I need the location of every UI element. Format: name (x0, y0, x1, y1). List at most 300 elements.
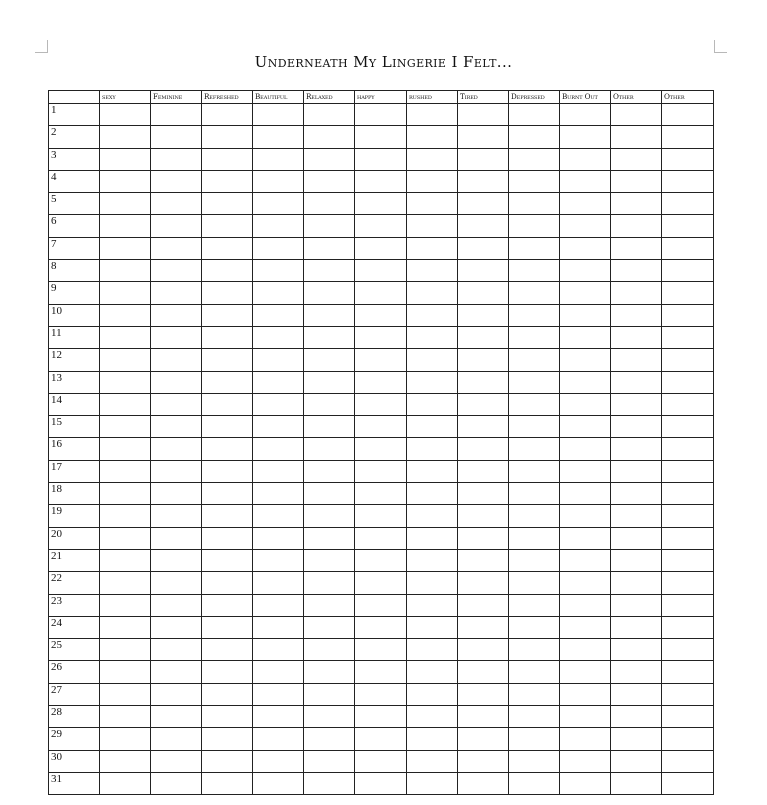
entry-cell[interactable] (304, 616, 355, 638)
entry-cell[interactable] (151, 304, 202, 326)
entry-cell[interactable] (100, 750, 151, 772)
entry-cell[interactable] (355, 148, 407, 170)
entry-cell[interactable] (202, 148, 253, 170)
entry-cell[interactable] (662, 193, 714, 215)
entry-cell[interactable] (202, 416, 253, 438)
entry-cell[interactable] (100, 772, 151, 794)
entry-cell[interactable] (151, 683, 202, 705)
entry-cell[interactable] (560, 527, 611, 549)
entry-cell[interactable] (253, 237, 304, 259)
entry-cell[interactable] (611, 193, 662, 215)
entry-cell[interactable] (355, 416, 407, 438)
entry-cell[interactable] (253, 527, 304, 549)
entry-cell[interactable] (202, 483, 253, 505)
entry-cell[interactable] (304, 215, 355, 237)
entry-cell[interactable] (100, 349, 151, 371)
entry-cell[interactable] (458, 304, 509, 326)
entry-cell[interactable] (151, 549, 202, 571)
entry-cell[interactable] (509, 728, 560, 750)
entry-cell[interactable] (611, 706, 662, 728)
entry-cell[interactable] (355, 349, 407, 371)
entry-cell[interactable] (253, 170, 304, 192)
entry-cell[interactable] (355, 661, 407, 683)
entry-cell[interactable] (407, 104, 458, 126)
entry-cell[interactable] (355, 393, 407, 415)
entry-cell[interactable] (355, 170, 407, 192)
entry-cell[interactable] (304, 148, 355, 170)
entry-cell[interactable] (151, 326, 202, 348)
entry-cell[interactable] (611, 126, 662, 148)
entry-cell[interactable] (202, 594, 253, 616)
entry-cell[interactable] (253, 661, 304, 683)
entry-cell[interactable] (355, 616, 407, 638)
entry-cell[interactable] (509, 706, 560, 728)
entry-cell[interactable] (202, 549, 253, 571)
entry-cell[interactable] (202, 438, 253, 460)
entry-cell[interactable] (509, 349, 560, 371)
entry-cell[interactable] (458, 349, 509, 371)
entry-cell[interactable] (560, 483, 611, 505)
entry-cell[interactable] (100, 683, 151, 705)
entry-cell[interactable] (458, 728, 509, 750)
entry-cell[interactable] (611, 326, 662, 348)
entry-cell[interactable] (662, 616, 714, 638)
entry-cell[interactable] (407, 706, 458, 728)
entry-cell[interactable] (407, 750, 458, 772)
entry-cell[interactable] (662, 683, 714, 705)
entry-cell[interactable] (151, 594, 202, 616)
entry-cell[interactable] (202, 639, 253, 661)
entry-cell[interactable] (202, 616, 253, 638)
entry-cell[interactable] (100, 104, 151, 126)
entry-cell[interactable] (100, 126, 151, 148)
entry-cell[interactable] (253, 282, 304, 304)
entry-cell[interactable] (611, 616, 662, 638)
entry-cell[interactable] (611, 282, 662, 304)
entry-cell[interactable] (202, 683, 253, 705)
entry-cell[interactable] (560, 371, 611, 393)
entry-cell[interactable] (100, 483, 151, 505)
entry-cell[interactable] (304, 416, 355, 438)
entry-cell[interactable] (458, 594, 509, 616)
entry-cell[interactable] (304, 683, 355, 705)
entry-cell[interactable] (355, 304, 407, 326)
entry-cell[interactable] (304, 282, 355, 304)
entry-cell[interactable] (253, 483, 304, 505)
entry-cell[interactable] (458, 170, 509, 192)
entry-cell[interactable] (202, 371, 253, 393)
entry-cell[interactable] (611, 772, 662, 794)
entry-cell[interactable] (509, 594, 560, 616)
entry-cell[interactable] (611, 371, 662, 393)
entry-cell[interactable] (304, 639, 355, 661)
entry-cell[interactable] (509, 750, 560, 772)
entry-cell[interactable] (407, 527, 458, 549)
entry-cell[interactable] (151, 505, 202, 527)
entry-cell[interactable] (355, 215, 407, 237)
entry-cell[interactable] (355, 594, 407, 616)
entry-cell[interactable] (662, 349, 714, 371)
entry-cell[interactable] (407, 549, 458, 571)
entry-cell[interactable] (355, 572, 407, 594)
entry-cell[interactable] (509, 416, 560, 438)
entry-cell[interactable] (253, 349, 304, 371)
entry-cell[interactable] (560, 326, 611, 348)
entry-cell[interactable] (560, 683, 611, 705)
entry-cell[interactable] (100, 304, 151, 326)
entry-cell[interactable] (100, 728, 151, 750)
entry-cell[interactable] (151, 148, 202, 170)
entry-cell[interactable] (611, 104, 662, 126)
entry-cell[interactable] (458, 371, 509, 393)
entry-cell[interactable] (458, 706, 509, 728)
entry-cell[interactable] (458, 505, 509, 527)
entry-cell[interactable] (355, 326, 407, 348)
entry-cell[interactable] (458, 126, 509, 148)
entry-cell[interactable] (355, 772, 407, 794)
entry-cell[interactable] (560, 282, 611, 304)
entry-cell[interactable] (355, 438, 407, 460)
entry-cell[interactable] (560, 728, 611, 750)
entry-cell[interactable] (253, 772, 304, 794)
entry-cell[interactable] (304, 772, 355, 794)
entry-cell[interactable] (151, 483, 202, 505)
entry-cell[interactable] (662, 772, 714, 794)
entry-cell[interactable] (662, 460, 714, 482)
entry-cell[interactable] (253, 639, 304, 661)
entry-cell[interactable] (151, 126, 202, 148)
entry-cell[interactable] (458, 683, 509, 705)
entry-cell[interactable] (202, 505, 253, 527)
entry-cell[interactable] (202, 527, 253, 549)
entry-cell[interactable] (100, 393, 151, 415)
entry-cell[interactable] (458, 260, 509, 282)
entry-cell[interactable] (509, 260, 560, 282)
entry-cell[interactable] (100, 237, 151, 259)
entry-cell[interactable] (458, 237, 509, 259)
entry-cell[interactable] (202, 193, 253, 215)
entry-cell[interactable] (509, 148, 560, 170)
entry-cell[interactable] (355, 527, 407, 549)
entry-cell[interactable] (509, 460, 560, 482)
entry-cell[interactable] (202, 661, 253, 683)
entry-cell[interactable] (151, 371, 202, 393)
entry-cell[interactable] (407, 393, 458, 415)
entry-cell[interactable] (407, 772, 458, 794)
entry-cell[interactable] (509, 483, 560, 505)
entry-cell[interactable] (458, 750, 509, 772)
entry-cell[interactable] (202, 460, 253, 482)
entry-cell[interactable] (560, 661, 611, 683)
entry-cell[interactable] (151, 572, 202, 594)
entry-cell[interactable] (662, 215, 714, 237)
entry-cell[interactable] (458, 772, 509, 794)
entry-cell[interactable] (509, 126, 560, 148)
entry-cell[interactable] (202, 772, 253, 794)
entry-cell[interactable] (253, 594, 304, 616)
entry-cell[interactable] (560, 594, 611, 616)
entry-cell[interactable] (560, 505, 611, 527)
entry-cell[interactable] (202, 260, 253, 282)
entry-cell[interactable] (458, 483, 509, 505)
entry-cell[interactable] (611, 349, 662, 371)
entry-cell[interactable] (355, 750, 407, 772)
entry-cell[interactable] (509, 505, 560, 527)
entry-cell[interactable] (560, 104, 611, 126)
entry-cell[interactable] (407, 371, 458, 393)
entry-cell[interactable] (662, 505, 714, 527)
entry-cell[interactable] (560, 237, 611, 259)
entry-cell[interactable] (662, 572, 714, 594)
entry-cell[interactable] (662, 170, 714, 192)
entry-cell[interactable] (611, 304, 662, 326)
entry-cell[interactable] (253, 438, 304, 460)
entry-cell[interactable] (611, 438, 662, 460)
entry-cell[interactable] (100, 505, 151, 527)
entry-cell[interactable] (151, 170, 202, 192)
entry-cell[interactable] (407, 438, 458, 460)
entry-cell[interactable] (560, 460, 611, 482)
entry-cell[interactable] (458, 616, 509, 638)
entry-cell[interactable] (611, 728, 662, 750)
entry-cell[interactable] (560, 304, 611, 326)
entry-cell[interactable] (662, 549, 714, 571)
entry-cell[interactable] (202, 326, 253, 348)
entry-cell[interactable] (611, 750, 662, 772)
entry-cell[interactable] (202, 126, 253, 148)
entry-cell[interactable] (355, 505, 407, 527)
entry-cell[interactable] (611, 237, 662, 259)
entry-cell[interactable] (304, 594, 355, 616)
entry-cell[interactable] (355, 460, 407, 482)
entry-cell[interactable] (304, 104, 355, 126)
entry-cell[interactable] (253, 104, 304, 126)
entry-cell[interactable] (151, 728, 202, 750)
entry-cell[interactable] (151, 706, 202, 728)
entry-cell[interactable] (407, 728, 458, 750)
entry-cell[interactable] (202, 393, 253, 415)
entry-cell[interactable] (407, 639, 458, 661)
entry-cell[interactable] (407, 126, 458, 148)
entry-cell[interactable] (304, 393, 355, 415)
entry-cell[interactable] (407, 215, 458, 237)
entry-cell[interactable] (253, 393, 304, 415)
entry-cell[interactable] (560, 772, 611, 794)
entry-cell[interactable] (611, 639, 662, 661)
entry-cell[interactable] (458, 549, 509, 571)
entry-cell[interactable] (355, 104, 407, 126)
entry-cell[interactable] (560, 572, 611, 594)
entry-cell[interactable] (151, 260, 202, 282)
entry-cell[interactable] (253, 304, 304, 326)
entry-cell[interactable] (202, 104, 253, 126)
entry-cell[interactable] (355, 371, 407, 393)
entry-cell[interactable] (611, 527, 662, 549)
entry-cell[interactable] (100, 460, 151, 482)
entry-cell[interactable] (662, 104, 714, 126)
entry-cell[interactable] (611, 393, 662, 415)
entry-cell[interactable] (611, 572, 662, 594)
entry-cell[interactable] (253, 728, 304, 750)
entry-cell[interactable] (611, 260, 662, 282)
entry-cell[interactable] (662, 661, 714, 683)
entry-cell[interactable] (151, 416, 202, 438)
entry-cell[interactable] (100, 594, 151, 616)
entry-cell[interactable] (407, 572, 458, 594)
entry-cell[interactable] (662, 304, 714, 326)
entry-cell[interactable] (458, 215, 509, 237)
entry-cell[interactable] (560, 349, 611, 371)
entry-cell[interactable] (253, 683, 304, 705)
entry-cell[interactable] (560, 260, 611, 282)
entry-cell[interactable] (253, 505, 304, 527)
entry-cell[interactable] (560, 438, 611, 460)
entry-cell[interactable] (151, 349, 202, 371)
entry-cell[interactable] (100, 616, 151, 638)
entry-cell[interactable] (611, 505, 662, 527)
entry-cell[interactable] (560, 126, 611, 148)
entry-cell[interactable] (458, 639, 509, 661)
entry-cell[interactable] (100, 527, 151, 549)
entry-cell[interactable] (151, 393, 202, 415)
entry-cell[interactable] (151, 237, 202, 259)
entry-cell[interactable] (407, 616, 458, 638)
entry-cell[interactable] (407, 304, 458, 326)
entry-cell[interactable] (662, 750, 714, 772)
entry-cell[interactable] (202, 170, 253, 192)
entry-cell[interactable] (355, 126, 407, 148)
entry-cell[interactable] (304, 304, 355, 326)
entry-cell[interactable] (458, 416, 509, 438)
entry-cell[interactable] (560, 416, 611, 438)
entry-cell[interactable] (151, 193, 202, 215)
entry-cell[interactable] (407, 282, 458, 304)
entry-cell[interactable] (407, 193, 458, 215)
entry-cell[interactable] (100, 661, 151, 683)
entry-cell[interactable] (202, 282, 253, 304)
entry-cell[interactable] (509, 393, 560, 415)
entry-cell[interactable] (202, 706, 253, 728)
entry-cell[interactable] (662, 148, 714, 170)
entry-cell[interactable] (355, 549, 407, 571)
entry-cell[interactable] (407, 505, 458, 527)
entry-cell[interactable] (560, 193, 611, 215)
entry-cell[interactable] (458, 527, 509, 549)
entry-cell[interactable] (253, 326, 304, 348)
entry-cell[interactable] (509, 215, 560, 237)
entry-cell[interactable] (407, 416, 458, 438)
entry-cell[interactable] (304, 706, 355, 728)
entry-cell[interactable] (560, 148, 611, 170)
entry-cell[interactable] (253, 416, 304, 438)
entry-cell[interactable] (611, 148, 662, 170)
entry-cell[interactable] (509, 237, 560, 259)
entry-cell[interactable] (662, 282, 714, 304)
entry-cell[interactable] (509, 616, 560, 638)
entry-cell[interactable] (355, 237, 407, 259)
entry-cell[interactable] (458, 104, 509, 126)
entry-cell[interactable] (509, 527, 560, 549)
entry-cell[interactable] (304, 260, 355, 282)
entry-cell[interactable] (100, 639, 151, 661)
entry-cell[interactable] (151, 661, 202, 683)
entry-cell[interactable] (560, 549, 611, 571)
entry-cell[interactable] (509, 639, 560, 661)
entry-cell[interactable] (100, 282, 151, 304)
entry-cell[interactable] (407, 483, 458, 505)
entry-cell[interactable] (355, 282, 407, 304)
entry-cell[interactable] (662, 527, 714, 549)
entry-cell[interactable] (100, 572, 151, 594)
entry-cell[interactable] (662, 728, 714, 750)
entry-cell[interactable] (304, 237, 355, 259)
entry-cell[interactable] (560, 616, 611, 638)
entry-cell[interactable] (407, 349, 458, 371)
entry-cell[interactable] (662, 639, 714, 661)
entry-cell[interactable] (100, 706, 151, 728)
entry-cell[interactable] (304, 661, 355, 683)
entry-cell[interactable] (560, 639, 611, 661)
entry-cell[interactable] (253, 260, 304, 282)
entry-cell[interactable] (151, 282, 202, 304)
entry-cell[interactable] (304, 483, 355, 505)
entry-cell[interactable] (151, 215, 202, 237)
entry-cell[interactable] (100, 260, 151, 282)
entry-cell[interactable] (253, 616, 304, 638)
entry-cell[interactable] (509, 304, 560, 326)
entry-cell[interactable] (509, 661, 560, 683)
entry-cell[interactable] (151, 104, 202, 126)
entry-cell[interactable] (304, 505, 355, 527)
entry-cell[interactable] (662, 706, 714, 728)
entry-cell[interactable] (151, 616, 202, 638)
entry-cell[interactable] (509, 371, 560, 393)
entry-cell[interactable] (304, 460, 355, 482)
entry-cell[interactable] (662, 483, 714, 505)
entry-cell[interactable] (458, 193, 509, 215)
entry-cell[interactable] (304, 170, 355, 192)
entry-cell[interactable] (253, 706, 304, 728)
entry-cell[interactable] (662, 260, 714, 282)
entry-cell[interactable] (151, 438, 202, 460)
entry-cell[interactable] (100, 438, 151, 460)
entry-cell[interactable] (560, 170, 611, 192)
entry-cell[interactable] (355, 483, 407, 505)
entry-cell[interactable] (202, 237, 253, 259)
entry-cell[interactable] (151, 639, 202, 661)
entry-cell[interactable] (202, 750, 253, 772)
entry-cell[interactable] (407, 326, 458, 348)
entry-cell[interactable] (662, 393, 714, 415)
entry-cell[interactable] (458, 282, 509, 304)
entry-cell[interactable] (100, 170, 151, 192)
entry-cell[interactable] (407, 683, 458, 705)
entry-cell[interactable] (611, 661, 662, 683)
entry-cell[interactable] (662, 594, 714, 616)
entry-cell[interactable] (560, 215, 611, 237)
entry-cell[interactable] (304, 371, 355, 393)
entry-cell[interactable] (304, 728, 355, 750)
entry-cell[interactable] (509, 282, 560, 304)
entry-cell[interactable] (151, 460, 202, 482)
entry-cell[interactable] (458, 393, 509, 415)
entry-cell[interactable] (611, 594, 662, 616)
entry-cell[interactable] (100, 215, 151, 237)
entry-cell[interactable] (662, 416, 714, 438)
entry-cell[interactable] (509, 438, 560, 460)
entry-cell[interactable] (611, 683, 662, 705)
entry-cell[interactable] (509, 193, 560, 215)
